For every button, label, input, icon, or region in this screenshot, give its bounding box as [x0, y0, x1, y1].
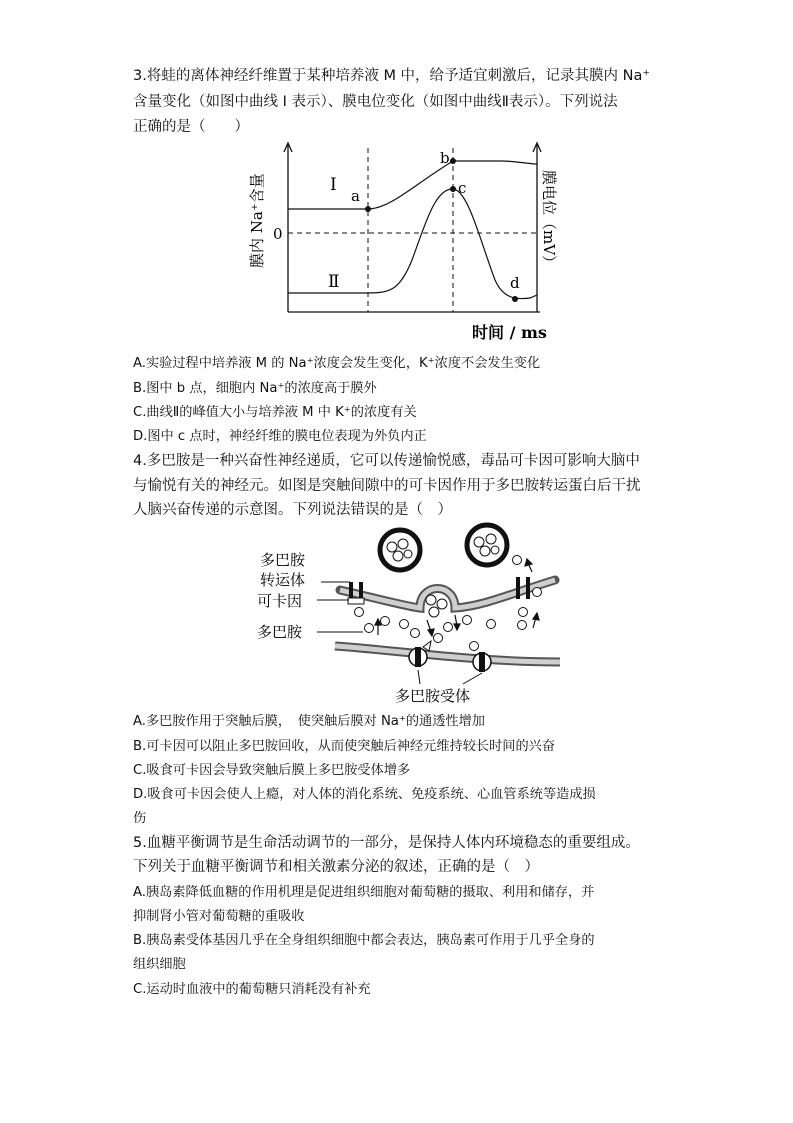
q4-option-a: A.多巴胺作用于突触后膜， 使突触后膜对 Na⁺的通透性增加 [133, 714, 485, 729]
label-dopamine-receptor: 多巴胺受体 [395, 687, 471, 705]
point-a [365, 206, 371, 212]
point-label-b: b [440, 149, 450, 167]
point-d [512, 296, 518, 302]
q3-option-c: C.曲线Ⅱ的峰值大小与培养液 M 中 K⁺的浓度有关 [133, 405, 417, 420]
label-dopamine: 多巴胺 [257, 623, 303, 641]
q5-option-c: C.运动时血液中的葡萄糖只消耗没有补充 [133, 982, 371, 997]
q5-stem-line-1: 5.血糖平衡调节是生命活动调节的一部分，是保持人体内环境稳态的重要组成。 [133, 835, 640, 851]
q5-option-b-line1: B.胰岛素受体基因几乎在全身组织细胞中都会表达，胰岛素可作用于几乎全身的 [133, 933, 595, 948]
q3-stem-line-2: 含量变化（如图中曲线 I 表示）、膜电位变化（如图中曲线Ⅱ表示）。下列说法 [133, 94, 618, 110]
q4-option-d-line2: 伤 [133, 811, 147, 826]
q5-stem-line-2: 下列关于血糖平衡调节和相关激素分泌的叙述，正确的是（ ） [133, 859, 539, 875]
q4-option-c: C.吸食可卡因会导致突触后膜上多巴胺受体增多 [133, 763, 411, 778]
curve-label-I: I [330, 175, 337, 195]
point-label-c: c [458, 179, 467, 197]
curve-II [288, 189, 537, 299]
point-b [450, 158, 456, 164]
q4-stem-line-2: 与愉悦有关的神经元。如图是突触间隙中的可卡因作用于多巴胺转运蛋白后干扰 [133, 478, 641, 494]
q5-option-b-line2: 组织细胞 [133, 957, 186, 972]
q4-stem-line-1: 4.多巴胺是一种兴奋性神经递质，它可以传递愉悦感，毒品可卡因可影响大脑中 [133, 453, 640, 469]
curve-I [288, 161, 537, 209]
point-label-d: d [510, 274, 520, 292]
label-cocaine: 可卡因 [257, 592, 303, 610]
curve-label-II: Ⅱ [328, 272, 340, 292]
q3-stem-line-3: 正确的是（ ） [133, 119, 249, 135]
zero-label: 0 [273, 225, 283, 243]
q3-option-d: D.图中 c 点时，神经纤维的膜电位表现为外负内正 [133, 429, 427, 444]
q4-option-d-line1: D.吸食可卡因会使人上瘾，对人体的消化系统、免疫系统、心血管系统等造成损 [133, 787, 596, 802]
q5-option-a-line1: A.胰岛素降低血糖的作用机理是促进组织细胞对葡萄糖的摄取、利用和储存，并 [133, 885, 595, 900]
q4-option-b: B.可卡因可以阻止多巴胺回收，从而使突触后神经元维持较长时间的兴奋 [133, 739, 556, 754]
q3-option-a: A.实验过程中培养液 M 的 Na⁺浓度会发生变化，K⁺浓度不会发生变化 [133, 356, 541, 371]
point-c [450, 186, 456, 192]
label-dopamine-transporter-line1: 多巴胺 [260, 551, 306, 569]
dopamine-transporter [516, 577, 520, 599]
right-y-axis-label: 膜电位（mV） [540, 170, 558, 271]
label-dopamine-transporter-line2: 转运体 [260, 571, 306, 589]
synaptic-vesicle [467, 525, 507, 565]
synaptic-vesicle [380, 530, 420, 570]
q3-option-b: B.图中 b 点，细胞内 Na⁺的浓度高于膜外 [133, 381, 377, 396]
point-label-a: a [351, 187, 360, 205]
q3-stem-line-1: 3.将蛙的离体神经纤维置于某种培养液 M 中，给予适宜刺激后，记录其膜内 Na⁺ [133, 68, 651, 84]
q4-figure-synapse [245, 520, 565, 710]
cocaine [348, 598, 364, 604]
left-y-axis-label: 膜内 Na⁺含量 [248, 173, 266, 268]
q3-figure-membrane-graph [240, 140, 570, 350]
q5-option-a-line2: 抑制肾小管对葡萄糖的重吸收 [133, 909, 305, 924]
x-axis-label: 时间 / ms [472, 323, 547, 342]
q4-stem-line-3: 人脑兴奋传递的示意图。下列说法错误的是（ ） [133, 502, 452, 518]
